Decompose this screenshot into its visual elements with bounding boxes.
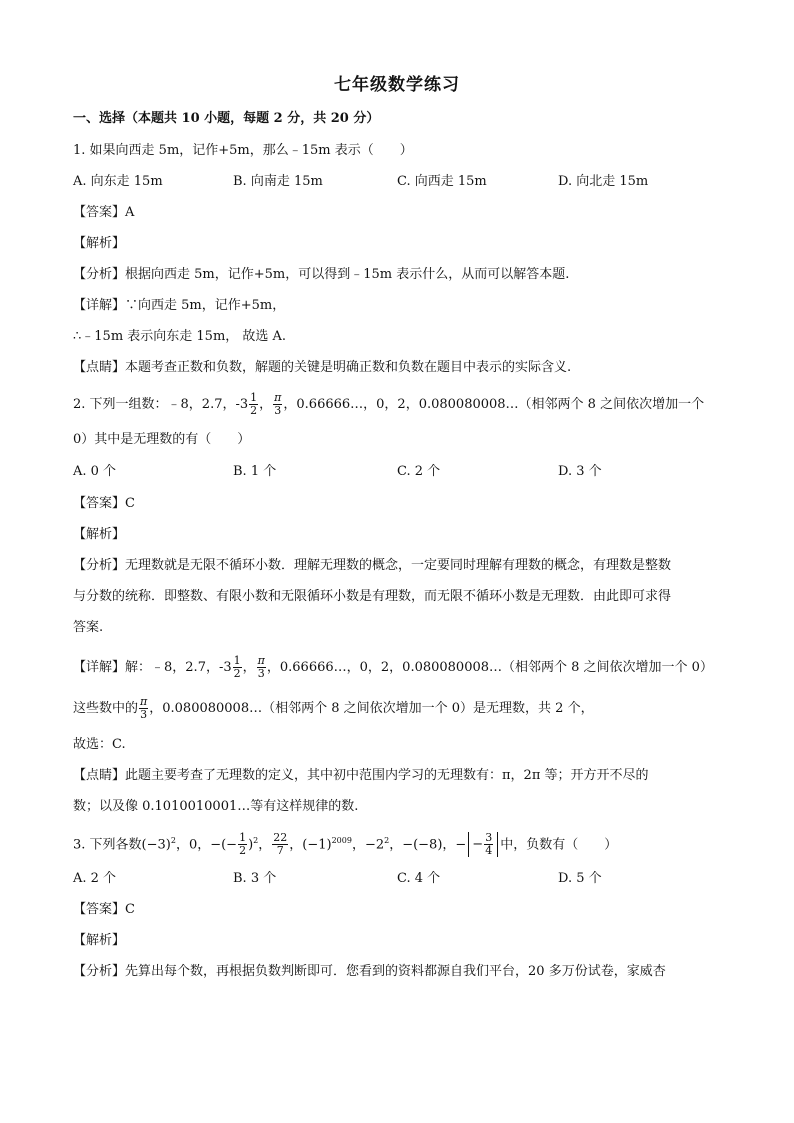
numerator: π [257, 654, 265, 667]
q3-jiexi: 【解析】 [73, 933, 126, 948]
xiangjie-part: 解：﹣8，2.7，-3 [125, 660, 232, 675]
q1-fenxi [73, 266, 569, 284]
q1-option-d: D. 向北走 15m [558, 174, 649, 189]
numerator: 3 [485, 831, 493, 845]
q2-xiangjie-3: 故选：C. [73, 737, 126, 752]
denominator: 2 [233, 667, 241, 680]
q2-jiexi: 【解析】 [73, 527, 126, 542]
q2-stem-part: ，0.66666…，0，2，0.080080008…（相邻两个 8 之间依次增加一个 [283, 397, 705, 412]
exponent: 2 [170, 836, 176, 845]
exponent: 2 [384, 836, 390, 845]
fenxi-text: 无理数就是无限不循环小数．理解无理数的概念，一定要同时理解有理数的概念，有理数是整数 [125, 558, 672, 573]
q1-option-a: A. 向东走 15m [73, 174, 163, 189]
numerator: π [274, 391, 282, 404]
minus-sign: − [472, 837, 484, 853]
fenxi-text: 先算出每个数，再根据负数判断即可．您看到的资料都源自我们平台，20 多万份试卷，家威杏 [125, 964, 666, 979]
q3-option-d: D. 5 个 [558, 871, 602, 886]
q3-option-c: C. 4 个 [397, 871, 441, 886]
q3-part: ) [248, 837, 254, 853]
q2-xiangjie-2 [73, 696, 594, 721]
q3-part: ，0，−(− [175, 837, 238, 853]
answer-tag: 【答案】 [73, 902, 126, 917]
xiangjie-tag: 【详解】 [73, 298, 126, 313]
q2-option-c: C. 2 个 [397, 464, 441, 479]
denominator: 3 [140, 708, 148, 721]
exponent: 2009 [331, 836, 352, 845]
q3-stem [73, 832, 617, 857]
q2-option-a: A. 0 个 [73, 464, 117, 479]
answer-value: C [125, 496, 135, 511]
q3-fenxi [73, 963, 666, 981]
q2-stem-cont: 0）其中是无理数的有（ ） [73, 432, 251, 447]
q3-answer-row [73, 901, 135, 919]
denominator: 3 [257, 667, 265, 680]
denominator: 4 [485, 844, 493, 858]
dianjing-text: 本题考查正数和负数，解题的关键是明确正数和负数在题目中表示的实际含义. [125, 360, 572, 375]
numerator: 1 [250, 391, 258, 404]
q2-option-b: B. 1 个 [233, 464, 277, 479]
answer-value: C [125, 902, 135, 917]
xiangjie-part: 这些数中的 [73, 701, 139, 716]
q1-option-c: C. 向西走 15m [397, 174, 487, 189]
xiangjie-tag: 【详解】 [73, 660, 126, 675]
fraction-pi-third [273, 392, 282, 417]
fenxi-tag: 【分析】 [73, 558, 126, 573]
numerator: 1 [239, 831, 247, 845]
q3-part: 3. 下列各数(−3) [73, 837, 171, 853]
fraction-22-7 [272, 832, 288, 857]
dianjing-tag: 【点睛】 [73, 360, 126, 375]
exponent: 2 [253, 836, 259, 845]
xiangjie-part: ，0.080080008…（相邻两个 8 之间依次增加一个 0）是无理数，共 2 个， [149, 701, 594, 716]
q1-answer-row [73, 204, 134, 222]
denominator: 2 [250, 404, 258, 417]
fraction-one-half [233, 655, 242, 680]
q2-answer-row [73, 495, 135, 513]
q1-xiangjie [73, 297, 285, 315]
q2-dianjing [73, 767, 649, 785]
q2-xiangjie: 【详解】解：﹣8，2.7，-3 $\frac{1}{2}$ ， $\frac{\pi}{3}$ ，0.66666…，0，2，0.080080008…（相邻两个 8 之间依次增加一个 0） [73, 654, 713, 680]
q3-part: ， [258, 837, 272, 853]
q3-part: 中，负数有（ ） [500, 837, 618, 853]
q3-part: ，−2 [351, 837, 385, 853]
q2-option-d: D. 3 个 [558, 464, 602, 479]
q2-fenxi-3: 答案. [73, 620, 104, 635]
q1-stem: 1. 如果向西走 5m，记作+5m，那么﹣15m 表示（ ） [73, 143, 413, 158]
xiangjie-part: ，0.66666…，0，2，0.080080008…（相邻两个 8 之间依次增加一个 0） [266, 660, 713, 675]
fraction-3-4 [484, 832, 493, 857]
fraction-one-half [238, 832, 247, 857]
dianjing-tag: 【点睛】 [73, 768, 126, 783]
dianjing-text: 此题主要考查了无理数的定义，其中初中范围内学习的无理数有：π，2π 等；开方开不尽的 [125, 768, 649, 783]
fraction-pi-third [257, 655, 266, 680]
fraction-one-half [249, 392, 258, 417]
q3-part: ，−(−8)，− [389, 837, 467, 853]
denominator: 3 [274, 404, 282, 417]
q3-part: ，(−1) [289, 837, 332, 853]
page-title: 七年级数学练习 [334, 75, 460, 95]
fenxi-text: 根据向西走 5m，记作+5m，可以得到﹣15m 表示什么，从而可以解答本题. [125, 267, 570, 282]
xiangjie-text: ∵向西走 5m，记作+5m， [125, 298, 286, 313]
fraction-pi-third [139, 696, 148, 721]
q2-stem: 2. 下列一组数：﹣8，2.7，-3 $\frac{1}{2}$ ， $\frac{\pi}{3}$ ，0.66666…，0，2，0.080080008…（相邻两个 8 之间依次增加一个 [73, 391, 705, 417]
q1-option-b: B. 向南走 15m [233, 174, 323, 189]
numerator: 1 [233, 654, 241, 667]
answer-value: A [125, 205, 135, 220]
fenxi-tag: 【分析】 [73, 267, 126, 282]
answer-tag: 【答案】 [73, 205, 126, 220]
q3-option-a: A. 2 个 [73, 871, 117, 886]
q2-stem-part: 2. 下列一组数：﹣8，2.7，-3 [73, 397, 249, 412]
numerator: π [140, 695, 148, 708]
q3-option-b: B. 3 个 [233, 871, 277, 886]
q1-dianjing [73, 359, 571, 377]
q1-xiangjie-2: ∴﹣15m 表示向东走 15m， 故选 A. [73, 329, 287, 344]
denominator: 2 [239, 844, 247, 858]
denominator: 7 [276, 844, 284, 858]
answer-tag: 【答案】 [73, 496, 126, 511]
q2-dianjing-2: 数；以及像 0.1010010001…等有这样规律的数. [73, 799, 359, 814]
q2-fenxi-2: 与分数的统称．即整数、有限小数和无限循环小数是有理数，而无限不循环小数是无理数．由此即可求得 [73, 589, 672, 604]
section-heading: 一、选择（本题共 10 小题，每题 2 分，共 20 分） [73, 111, 380, 126]
fenxi-tag: 【分析】 [73, 964, 126, 979]
q2-fenxi [73, 557, 671, 575]
q1-jiexi: 【解析】 [73, 236, 126, 251]
absolute-value [468, 832, 498, 857]
numerator: 22 [273, 831, 288, 845]
